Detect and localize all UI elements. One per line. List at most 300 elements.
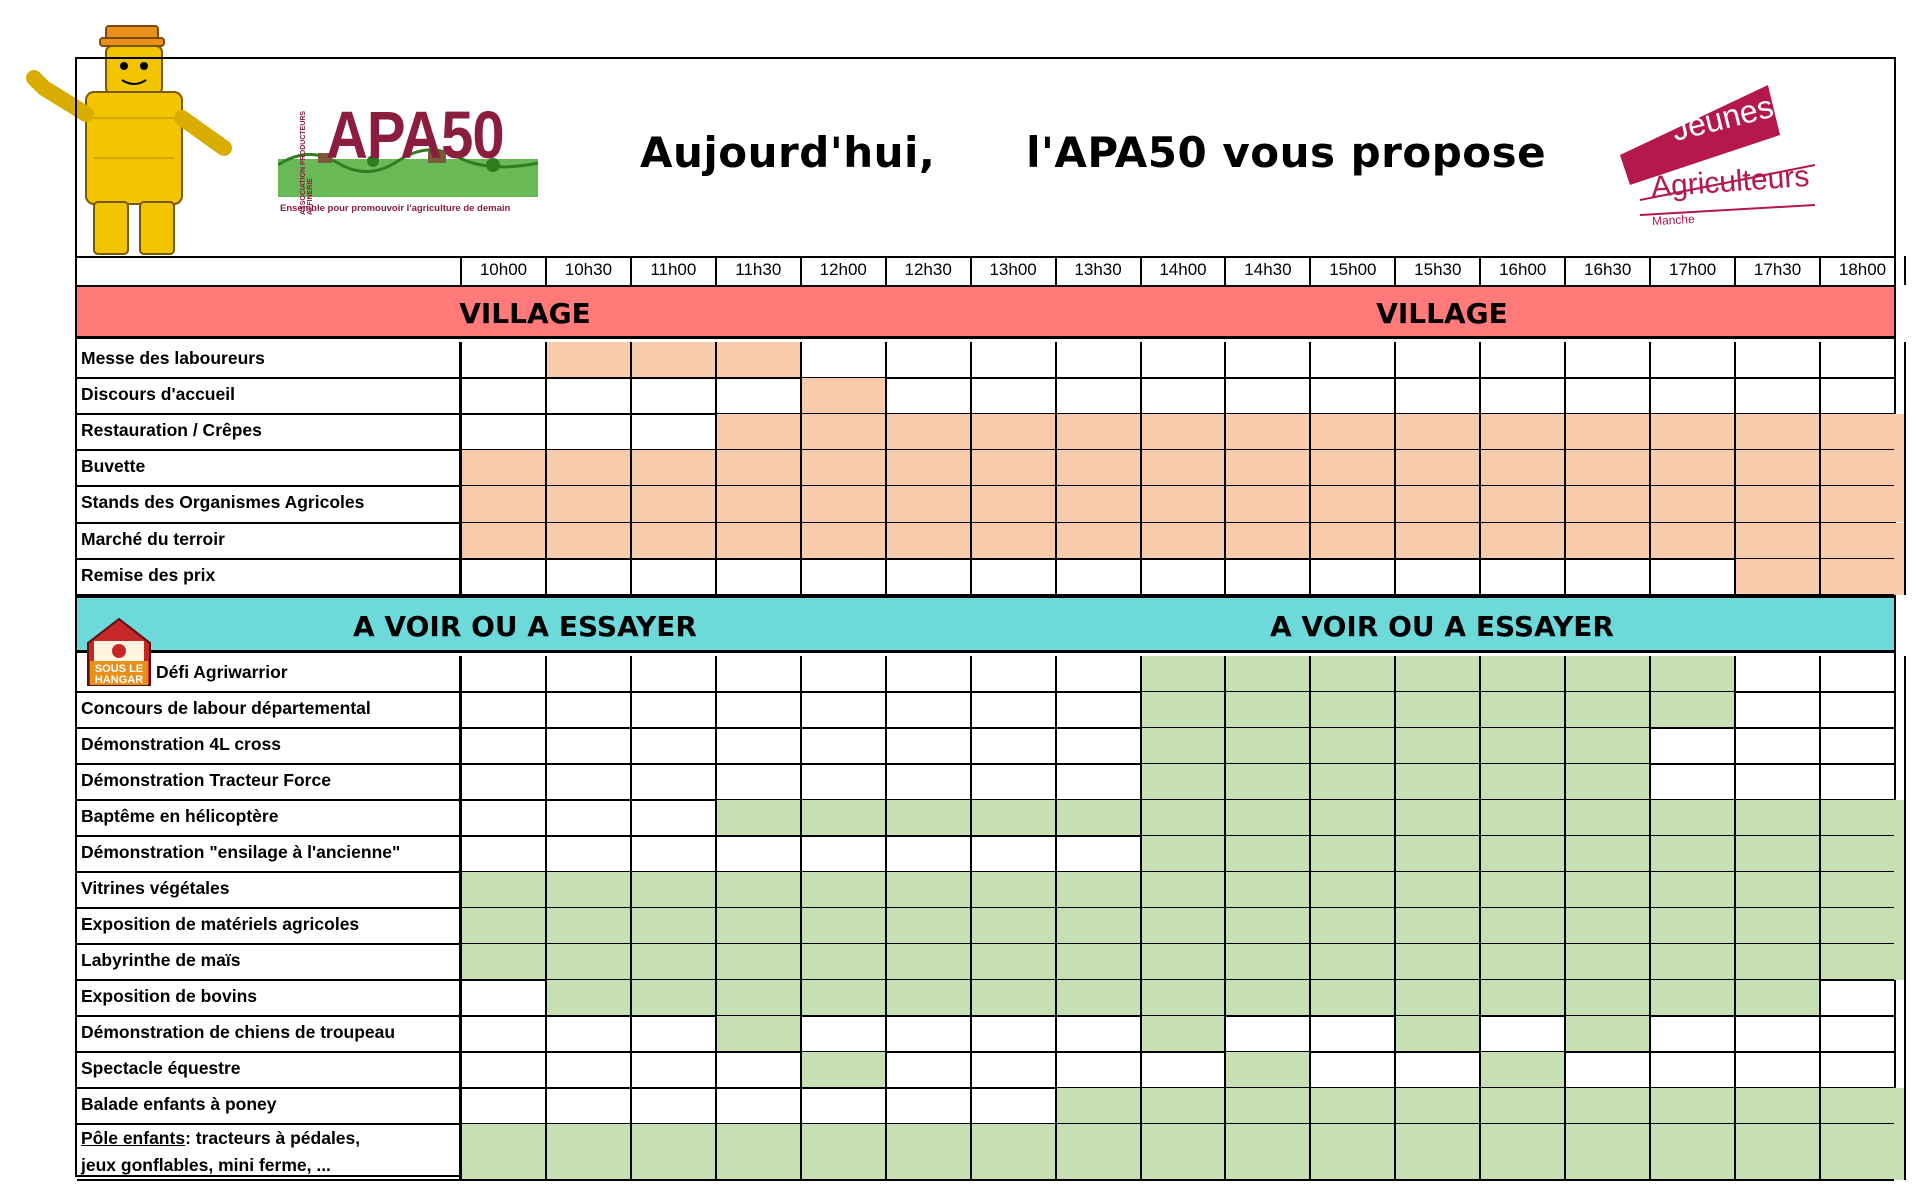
- schedule-cell: [1650, 800, 1735, 836]
- ja-logo-jeunes: Jeunes: [1668, 88, 1777, 148]
- grid-line: [1649, 656, 1651, 1180]
- time-label: 13h30: [1074, 260, 1122, 279]
- schedule-cell: [801, 1052, 886, 1088]
- schedule-cell: [1735, 523, 1820, 559]
- grid-line: [800, 342, 802, 595]
- schedule-cell: [1820, 872, 1905, 908]
- schedule-cell: [1395, 980, 1480, 1016]
- schedule-cell: [1480, 450, 1565, 486]
- schedule-cell: [1735, 450, 1820, 486]
- schedule-cell: [1141, 944, 1226, 980]
- activity-label: [81, 1125, 360, 1179]
- schedule-cell: [631, 944, 716, 980]
- voir-title-right: A VOIR OU A ESSAYER: [1270, 610, 1614, 643]
- activity-label: Marché du terroir: [81, 528, 225, 549]
- schedule-cell: [886, 800, 971, 836]
- schedule-cell: [1480, 692, 1565, 728]
- schedule-cell: [1395, 836, 1480, 872]
- apa50-logo-side-text: ASSOCIATION PRODUCTEURS AFFINERIE: [300, 110, 314, 215]
- grid-line: [1224, 256, 1226, 285]
- schedule-cell: [801, 1124, 886, 1180]
- schedule-cell: [1395, 764, 1480, 800]
- schedule-cell: [1141, 728, 1226, 764]
- schedule-cell: [1395, 908, 1480, 944]
- schedule-cell: [1480, 980, 1565, 1016]
- schedule-cell: [801, 523, 886, 559]
- grid-line: [715, 656, 717, 1180]
- grid-line: [1140, 656, 1142, 1180]
- schedule-cell: [1225, 692, 1310, 728]
- grid-line: [1564, 342, 1566, 595]
- activity-label: Baptême en hélicoptère: [81, 806, 279, 826]
- schedule-cell: [1480, 1052, 1565, 1088]
- page-title: Aujourd'hui, l'APA50 vous propose: [640, 128, 1547, 177]
- grid-line: [630, 656, 632, 1180]
- schedule-cell: [1820, 414, 1905, 450]
- schedule-cell: [716, 486, 801, 522]
- schedule-cell: [631, 486, 716, 522]
- grid-line: [1394, 656, 1396, 1180]
- grid-line: [885, 342, 887, 595]
- schedule-cell: [971, 523, 1056, 559]
- schedule-cell: [1735, 486, 1820, 522]
- schedule-cell: [1565, 656, 1650, 692]
- schedule-cell: [971, 872, 1056, 908]
- schedule-cell: [971, 908, 1056, 944]
- schedule-cell: [971, 414, 1056, 450]
- sous-le-hangar-badge: [86, 617, 152, 687]
- schedule-cell: [1310, 486, 1395, 522]
- activity-label: Exposition de matériels agricoles: [81, 914, 360, 934]
- time-label: 18h00: [1838, 260, 1887, 279]
- schedule-cell: [1735, 800, 1820, 836]
- grid-line: [1819, 342, 1821, 595]
- schedule-cell: [1820, 486, 1905, 522]
- schedule-cell: [1820, 1088, 1905, 1124]
- schedule-cell: [1056, 523, 1141, 559]
- schedule-cell: [461, 486, 546, 522]
- grid-line: [1309, 256, 1311, 285]
- schedule-cell: [1310, 908, 1395, 944]
- grid-line: [545, 256, 547, 285]
- schedule-cell: [1565, 980, 1650, 1016]
- time-label: 13h00: [989, 260, 1037, 279]
- schedule-cell: [1141, 836, 1226, 872]
- schedule-cell: [1480, 1124, 1565, 1180]
- schedule-cell: [1565, 728, 1650, 764]
- schedule-cell: [1225, 872, 1310, 908]
- village-title-left: VILLAGE: [459, 297, 591, 330]
- schedule-cell: [1395, 692, 1480, 728]
- time-label: 17h00: [1668, 260, 1717, 279]
- grid-line: [77, 594, 1894, 596]
- schedule-cell: [886, 944, 971, 980]
- grid-line: [1734, 342, 1736, 595]
- schedule-cell: [631, 980, 716, 1016]
- schedule-cell: [1565, 450, 1650, 486]
- grid-line: [1564, 656, 1566, 1180]
- schedule-cell: [1141, 764, 1226, 800]
- schedule-cell: [1650, 980, 1735, 1016]
- schedule-cell: [1225, 656, 1310, 692]
- schedule-cell: [1395, 450, 1480, 486]
- schedule-cell: [1820, 1124, 1905, 1180]
- grid-line: [1394, 342, 1396, 595]
- schedule-cell: [1056, 1088, 1141, 1124]
- grid-line: [885, 256, 887, 285]
- schedule-cell: [1310, 800, 1395, 836]
- schedule-cell: [1225, 1088, 1310, 1124]
- grid-line: [1904, 342, 1906, 595]
- schedule-cell: [1225, 728, 1310, 764]
- schedule-cell: [971, 486, 1056, 522]
- time-label: 15h30: [1414, 260, 1462, 279]
- schedule-cell: [1395, 944, 1480, 980]
- schedule-cell: [1141, 1124, 1226, 1180]
- grid-line: [715, 342, 717, 595]
- grid-line: [459, 342, 462, 595]
- schedule-cell: [1565, 692, 1650, 728]
- schedule-cell: [1225, 980, 1310, 1016]
- schedule-cell: [1225, 523, 1310, 559]
- schedule-cell: [886, 450, 971, 486]
- schedule-cell: [1056, 414, 1141, 450]
- schedule-cell: [461, 450, 546, 486]
- schedule-cell: [716, 980, 801, 1016]
- schedule-cell: [1310, 1124, 1395, 1180]
- schedule-cell: [1820, 523, 1905, 559]
- schedule-cell: [716, 800, 801, 836]
- schedule-cell: [1650, 944, 1735, 980]
- grid-line: [77, 377, 1894, 379]
- schedule-cell: [1650, 450, 1735, 486]
- time-label: 17h30: [1753, 260, 1802, 279]
- schedule-cell: [1480, 800, 1565, 836]
- schedule-cell: [1395, 486, 1480, 522]
- activity-label: Démonstration "ensilage à l'ancienne": [81, 842, 401, 862]
- grid-line: [1564, 256, 1566, 285]
- schedule-cell: [631, 450, 716, 486]
- activity-label: Messe des laboureurs: [81, 348, 265, 369]
- grid-line: [800, 656, 802, 1180]
- schedule-cell: [1141, 656, 1226, 692]
- grid-line: [630, 342, 632, 595]
- schedule-cell: [1141, 486, 1226, 522]
- schedule-cell: [546, 944, 631, 980]
- grid-line: [77, 1179, 1894, 1181]
- grid-line: [715, 256, 717, 285]
- grid-line: [1819, 656, 1821, 1180]
- schedule-cell: [1650, 414, 1735, 450]
- activity-label: Démonstration 4L cross: [81, 734, 282, 754]
- schedule-cell: [1480, 656, 1565, 692]
- schedule-cell: [1056, 980, 1141, 1016]
- time-label: 11h00: [650, 260, 697, 279]
- grid-line: [1734, 656, 1736, 1180]
- schedule-cell: [1650, 1124, 1735, 1180]
- time-label: 14h30: [1244, 260, 1292, 279]
- schedule-cell: [886, 486, 971, 522]
- schedule-cell: [1056, 486, 1141, 522]
- schedule-cell: [546, 1124, 631, 1180]
- grid-line: [1140, 256, 1142, 285]
- grid-line: [1479, 656, 1481, 1180]
- schedule-cell: [1310, 523, 1395, 559]
- schedule-cell: [1056, 944, 1141, 980]
- activity-label: Balade enfants à poney: [81, 1094, 277, 1114]
- activity-label: Exposition de bovins: [81, 986, 257, 1006]
- schedule-cell: [1565, 836, 1650, 872]
- activity-label: Buvette: [81, 456, 146, 477]
- grid-line: [800, 256, 802, 285]
- ja-logo-manche: Manche: [1651, 211, 1696, 229]
- schedule-cell: [801, 944, 886, 980]
- schedule-cell: [1141, 980, 1226, 1016]
- schedule-cell: [1650, 872, 1735, 908]
- time-label: 10h00: [479, 260, 528, 279]
- schedule-cell: [1310, 980, 1395, 1016]
- time-label: 15h00: [1329, 260, 1377, 279]
- schedule-cell: [1141, 1016, 1226, 1052]
- village-title-right: VILLAGE: [1376, 297, 1508, 330]
- schedule-cell: [1820, 559, 1905, 595]
- schedule-cell: [461, 944, 546, 980]
- activity-label: Défi Agriwarrior: [156, 662, 288, 682]
- schedule-cell: [1225, 450, 1310, 486]
- schedule-cell: [1310, 764, 1395, 800]
- schedule-cell: [1395, 523, 1480, 559]
- schedule-cell: [1650, 1088, 1735, 1124]
- schedule-cell: [631, 908, 716, 944]
- schedule-cell: [716, 1016, 801, 1052]
- schedule-cell: [886, 414, 971, 450]
- schedule-cell: [1395, 1088, 1480, 1124]
- grid-line: [77, 558, 1894, 560]
- schedule-cell: [801, 800, 886, 836]
- schedule-cell: [1141, 414, 1226, 450]
- schedule-cell: [1820, 944, 1905, 980]
- schedule-cell: [1650, 908, 1735, 944]
- schedule-cell: [1225, 908, 1310, 944]
- schedule-cell: [1225, 944, 1310, 980]
- schedule-cell: [1820, 450, 1905, 486]
- grid-line: [1224, 342, 1226, 595]
- grid-line: [460, 256, 462, 285]
- activity-label: Stands des Organismes Agricoles: [81, 492, 365, 513]
- schedule-cell: [1310, 872, 1395, 908]
- schedule-cell: [546, 980, 631, 1016]
- schedule-cell: [1056, 872, 1141, 908]
- schedule-cell: [1565, 414, 1650, 450]
- grid-line: [545, 342, 547, 595]
- schedule-cell: [1480, 836, 1565, 872]
- time-label: 12h30: [904, 260, 952, 279]
- schedule-cell: [1735, 908, 1820, 944]
- schedule-cell: [971, 450, 1056, 486]
- schedule-cell: [1056, 1124, 1141, 1180]
- time-label: 16h30: [1584, 260, 1632, 279]
- activity-label: Démonstration de chiens de troupeau: [81, 1022, 396, 1042]
- schedule-cell: [1565, 1016, 1650, 1052]
- grid-line: [630, 256, 632, 285]
- schedule-cell: [1310, 836, 1395, 872]
- schedule-cell: [1735, 1124, 1820, 1180]
- grid-line: [1394, 256, 1396, 285]
- schedule-cell: [1225, 486, 1310, 522]
- schedule-cell: [546, 342, 631, 378]
- schedule-cell: [1310, 1088, 1395, 1124]
- activity-label-rest: : tracteurs à pédales,: [185, 1128, 361, 1148]
- grid-line: [1055, 256, 1057, 285]
- schedule-cell: [886, 980, 971, 1016]
- schedule-cell: [1310, 692, 1395, 728]
- grid-line: [1904, 656, 1906, 1180]
- apa50-logo-text: APA50: [326, 98, 504, 173]
- schedule-cell: [546, 523, 631, 559]
- schedule-cell: [716, 414, 801, 450]
- activity-label: Labyrinthe de maïs: [81, 950, 241, 970]
- schedule-cell: [1480, 486, 1565, 522]
- schedule-cell: [1310, 728, 1395, 764]
- grid-line: [1055, 342, 1057, 595]
- schedule-cell: [1056, 800, 1141, 836]
- schedule-cell: [1141, 450, 1226, 486]
- schedule-cell: [1225, 1124, 1310, 1180]
- apa50-tagline: Ensemble pour promouvoir l'agriculture de demain: [280, 203, 511, 214]
- schedule-cell: [1225, 764, 1310, 800]
- grid-line: [970, 342, 972, 595]
- schedule-cell: [1395, 1016, 1480, 1052]
- schedule-cell: [971, 800, 1056, 836]
- schedule-cell: [716, 450, 801, 486]
- hangar-badge-line2: HANGAR: [94, 674, 144, 686]
- activity-label: Remise des prix: [81, 564, 216, 585]
- schedule-cell: [886, 908, 971, 944]
- schedule-cell: [1395, 728, 1480, 764]
- schedule-cell: [1141, 692, 1226, 728]
- activity-label-line2: jeux gonflables, mini ferme, ...: [81, 1155, 331, 1175]
- grid-line: [1479, 256, 1481, 285]
- schedule-cell: [886, 523, 971, 559]
- schedule-cell: [1735, 1088, 1820, 1124]
- schedule-cell: [886, 1124, 971, 1180]
- schedule-cell: [546, 872, 631, 908]
- time-label: 10h30: [564, 260, 613, 279]
- schedule-cell: [1395, 872, 1480, 908]
- schedule-cell: [461, 1124, 546, 1180]
- schedule-cell: [1565, 486, 1650, 522]
- schedule-cell: [716, 342, 801, 378]
- ja-logo-agriculteurs: Agriculteurs: [1650, 159, 1811, 204]
- schedule-cell: [1225, 800, 1310, 836]
- schedule-cell: [1820, 908, 1905, 944]
- schedule-cell: [1395, 1124, 1480, 1180]
- schedule-cell: [1735, 836, 1820, 872]
- schedule-cell: [716, 872, 801, 908]
- schedule-cell: [1650, 692, 1735, 728]
- schedule-cell: [631, 872, 716, 908]
- activity-label: Démonstration Tracteur Force: [81, 770, 331, 790]
- grid-line: [545, 656, 547, 1180]
- schedule-cell: [631, 1124, 716, 1180]
- schedule-cell: [1395, 414, 1480, 450]
- schedule-cell: [1141, 908, 1226, 944]
- schedule-cell: [886, 872, 971, 908]
- schedule-cell: [801, 414, 886, 450]
- schedule-cell: [971, 980, 1056, 1016]
- schedule-cell: [716, 944, 801, 980]
- schedule-cell: [1735, 944, 1820, 980]
- schedule-cell: [801, 872, 886, 908]
- schedule-cell: [1480, 944, 1565, 980]
- schedule-cell: [461, 872, 546, 908]
- schedule-cell: [716, 523, 801, 559]
- schedule-cell: [461, 908, 546, 944]
- schedule-cell: [1565, 908, 1650, 944]
- schedule-cell: [1650, 656, 1735, 692]
- schedule-cell: [971, 1124, 1056, 1180]
- grid-line: [1309, 656, 1311, 1180]
- schedule-cell: [716, 908, 801, 944]
- grid-line: [459, 656, 462, 1180]
- schedule-cell: [546, 908, 631, 944]
- schedule-cell: [1310, 944, 1395, 980]
- activity-label: Vitrines végétales: [81, 878, 230, 898]
- time-label: 12h00: [819, 260, 867, 279]
- schedule-cell: [1310, 656, 1395, 692]
- schedule-cell: [1565, 764, 1650, 800]
- grid-line: [77, 1051, 1894, 1053]
- time-label: 14h00: [1159, 260, 1207, 279]
- schedule-cell: [1480, 1088, 1565, 1124]
- schedule-cell: [1735, 414, 1820, 450]
- schedule-cell: [1225, 836, 1310, 872]
- schedule-cell: [631, 523, 716, 559]
- schedule-cell: [1565, 872, 1650, 908]
- grid-line: [1224, 656, 1226, 1180]
- schedule-cell: [1141, 523, 1226, 559]
- schedule-cell: [1735, 980, 1820, 1016]
- activity-label: Concours de labour départemental: [81, 698, 371, 718]
- schedule-cell: [1310, 450, 1395, 486]
- activity-label: Spectacle équestre: [81, 1058, 241, 1078]
- schedule-cell: [801, 908, 886, 944]
- activity-label: Restauration / Crêpes: [81, 420, 262, 441]
- schedule-cell: [631, 342, 716, 378]
- schedule-cell: [1395, 656, 1480, 692]
- schedule-cell: [1225, 414, 1310, 450]
- schedule-cell: [1820, 800, 1905, 836]
- schedule-cell: [546, 486, 631, 522]
- schedule-cell: [1565, 1124, 1650, 1180]
- schedule-cell: [1735, 872, 1820, 908]
- grid-line: [885, 656, 887, 1180]
- grid-line: [1649, 342, 1651, 595]
- grid-line: [1904, 256, 1906, 285]
- schedule-cell: [1480, 872, 1565, 908]
- schedule-cell: [1565, 523, 1650, 559]
- time-label: 11h30: [735, 260, 782, 279]
- grid-line: [1734, 256, 1736, 285]
- voir-section-header: [77, 596, 1894, 653]
- schedule-cell: [1735, 559, 1820, 595]
- schedule-cell: [546, 450, 631, 486]
- grid-line: [1055, 656, 1057, 1180]
- village-section-header: [77, 285, 1894, 339]
- hangar-badge-line1: SOUS LE: [94, 663, 144, 675]
- schedule-cell: [716, 1124, 801, 1180]
- voir-title-left: A VOIR OU A ESSAYER: [353, 610, 697, 643]
